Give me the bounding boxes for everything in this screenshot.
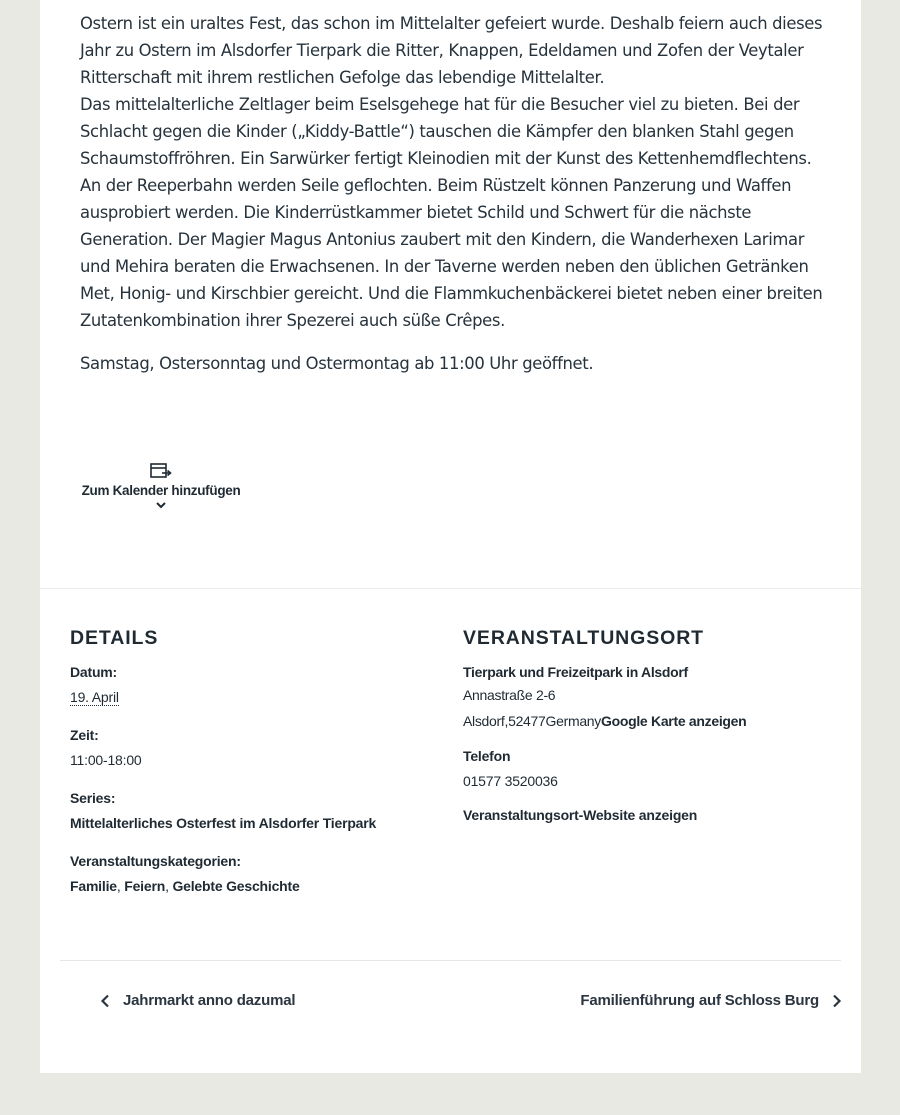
categories-block	[70, 851, 430, 896]
venue-address-line: Alsdorf,52477GermanyGoogle Karte anzeigen	[463, 713, 747, 729]
chevron-left-icon	[100, 994, 110, 1008]
categories-label: Veranstaltungskategorien:	[70, 853, 241, 869]
description-paragraph-1: Ostern ist ein uraltes Fest, das schon im Mittelalter gefeiert wurde. Deshalb feiern auch dieses Jahr zu Ostern im Alsdorfer Tierpark die Ritter, Knappen, Edeldamen und Zofen der Veytaler Ritterschaft mit ihrem restlichen Gefolge das lebendige Mittelalter.	[80, 14, 823, 87]
add-to-calendar-button[interactable]	[81, 462, 241, 510]
section-divider	[40, 588, 861, 589]
venue-name: Tierpark und Freizeitpark in Alsdorf	[463, 664, 688, 680]
series-label: Series:	[70, 790, 116, 806]
google-map-link[interactable]: Google Karte anzeigen	[601, 713, 747, 729]
date-label: Datum:	[70, 664, 118, 680]
venue-section	[463, 624, 843, 825]
category-link-familie[interactable]: Familie	[70, 878, 117, 894]
previous-event-link[interactable]	[100, 990, 295, 1012]
venue-title: VERANSTALTUNGSORT	[463, 627, 704, 649]
date-block	[70, 662, 430, 707]
previous-event-label: Jahrmarkt anno dazumal	[123, 992, 296, 1009]
event-description	[80, 10, 825, 377]
series-link[interactable]: Mittelalterliches Osterfest im Alsdorfer Tierpark	[70, 815, 377, 831]
time-value: 11:00-18:00	[70, 752, 142, 768]
description-paragraph-2: Das mittelalterliche Zeltlager beim Eselsgehege hat für die Besucher viel zu bieten. Bei der Schlacht gegen die Kinder („Kiddy-Battle“) tauschen die Kämpfer den blanken Stahl gegen Schaumstoffröhren. Ein Sarwürker fertigt Kleinodien mit der Kunst des Kettenhemdflechtens. An der Reeperbahn werden Seile geflochten. Beim Rüstzelt können Panzerung und Waffen ausprobiert werden. Die Kinderrüstkammer bietet Schild und Schwert für die nächste Generation. Der Magier Magus Antonius zaubert mit den Kindern, die Wanderhexen Larimar und Mehira beraten die Erwachsenen. In der Taverne werden neben den üblichen Getränken Met, Honig- und Kirschbier gereicht. Und die Flammkuchenbäckerei bietet neben einer breiten Zutatenkombination ihrer Spezerei auch süße Crêpes.	[80, 95, 823, 330]
venue-street: Annastraße 2-6	[463, 687, 556, 703]
series-block	[70, 788, 430, 833]
phone-block	[463, 746, 843, 791]
next-event-label: Familienführung auf Schloss Burg	[580, 992, 819, 1009]
chevron-right-icon	[832, 994, 842, 1008]
description-paragraph-3: Samstag, Ostersonntag und Ostermontag ab 11:00 Uhr geöffnet.	[80, 354, 594, 373]
time-block	[70, 725, 430, 770]
date-value: 19. April	[70, 689, 119, 705]
phone-value: 01577 3520036	[463, 773, 558, 789]
venue-city: Alsdorf	[463, 713, 505, 729]
next-event-link[interactable]	[580, 990, 842, 1012]
venue-country: Germany	[545, 713, 601, 729]
details-section	[70, 624, 430, 914]
time-label: Zeit:	[70, 727, 99, 743]
venue-website-link[interactable]: Veranstaltungsort-Website anzeigen	[463, 807, 698, 823]
chevron-down-icon	[154, 500, 168, 510]
venue-zip: 52477	[508, 713, 546, 729]
calendar-export-icon	[150, 462, 172, 480]
category-link-gelebte-geschichte[interactable]: Gelebte Geschichte	[172, 878, 300, 894]
event-card	[40, 0, 861, 1073]
category-separator: ,	[165, 878, 173, 894]
details-title: DETAILS	[70, 627, 159, 649]
navigation-divider	[60, 960, 841, 961]
phone-label: Telefon	[463, 748, 511, 764]
category-separator: ,	[116, 878, 125, 894]
category-link-feiern[interactable]: Feiern	[124, 878, 166, 894]
add-to-calendar-label: Zum Kalender hinzufügen	[81, 483, 241, 498]
